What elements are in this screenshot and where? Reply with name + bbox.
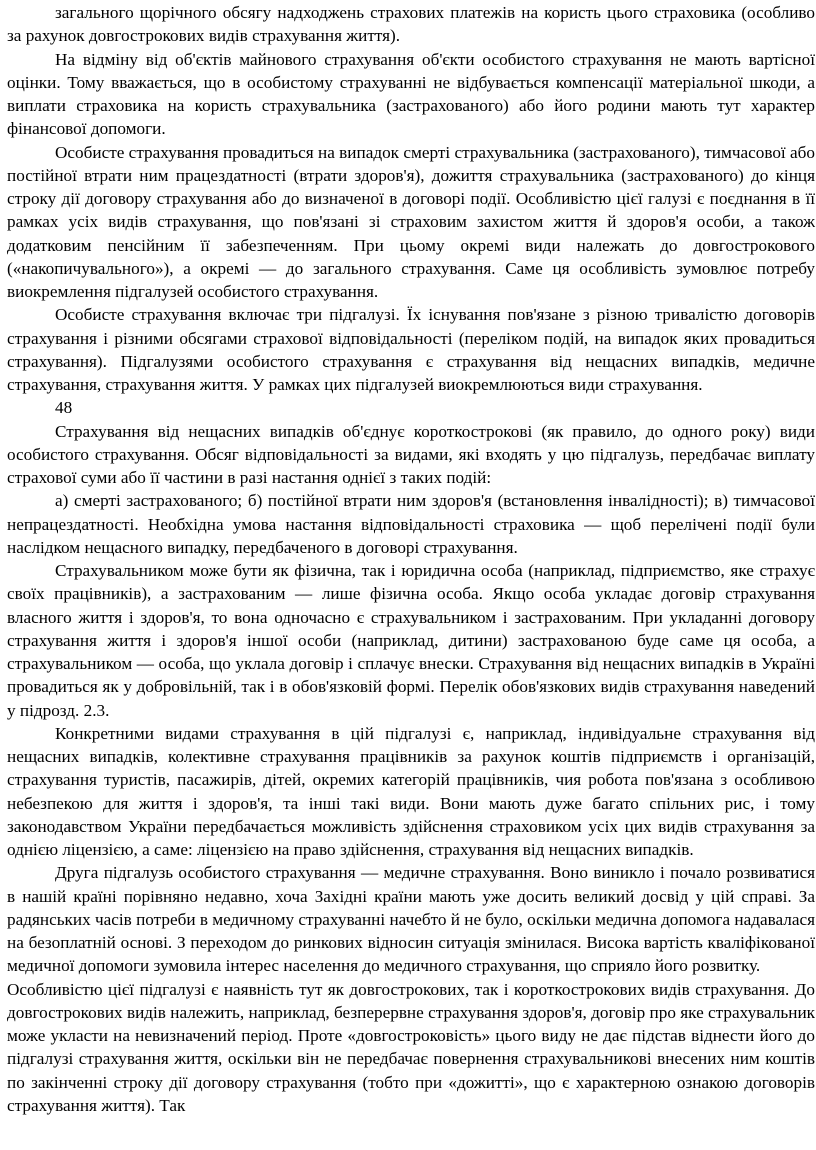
paragraph-8: Конкретними видами страхування в цій підгалузі є, наприклад, індивідуальне страхування від нещасних випадків, колективне страхування працівників за рахунок коштів підприємств і організацій, страхування туристів, пасажирів, дітей, окремих категорій працівників, чия робота пов'язана з особливою небезпекою для життя і здоров'я, та інші такі види. Вони мають дуже багато спільних рис, і тому законодавством України передбачається можливість здійснення страховиком усіх цих видів страхування за однією ліцензією, а саме: ліцензією на право здійснення, страхування від нещасних випадків. — [7, 723, 815, 859]
paragraph-6: а) смерті застрахованого; б) постійної втрати ним здоров'я (встановлення інвалідності); в) тимчасової непрацездатності. Необхідна умова настання відповідальності страховика — щоб перелічені події були наслідком нещасного випадку, передбаченого в договорі страхування. — [7, 491, 815, 557]
document-page — [7, 1, 815, 1117]
paragraph-7: Страхувальником може бути як фізична, так і юридична особа (наприклад, підприємство, яке страхує своїх працівників), а застрахованим — лише фізична особа. Якщо особа укладає договір страхування власного життя і здоров'я, то вона одночасно є страхувальником і застрахованим. При укладанні договору страхування життя і здоров'я іншої особи (наприклад, дитини) застрахованою буде саме ця особа, а страхувальником — особа, що уклала договір і сплачує внески. Страхування від нещасних випадків в Україні провадиться як у добровільній, так і в обов'язковій формі. Перелік обов'язкових видів страхування наведений у підрозд. 2.3. — [7, 561, 815, 720]
paragraph-5: Страхування від нещасних випадків об'єднує короткострокові (як правило, до одного року) види особистого страхування. Обсяг відповідальності за видами, які входять у цю підгалузь, передбачає виплату страхової суми або її частини в разі настання однієї з таких подій: — [7, 421, 815, 487]
page-number: 48 — [55, 398, 73, 418]
paragraph-3: Особисте страхування провадиться на випадок смерті страхувальника (застрахованого), тимчасової або постійної втрати ним працездатності (втрати здоров'я), дожиття страхувальника (застрахованого) до кінця строку дії договору страхування або до визначеної в договорі події. Особливістю цієї галузі є поєднання в її рамках усіх видів страхування, що пов'язані зі страховим захистом життя й здоров'я особи, а також додатковим пенсійним її забезпеченням. При цьому окремі види належать до довгострокового («накопичувального»), а окремі — до загального страхування. Саме ця особливість зумовлює потребу виокремлення підгалузей особистого страхування. — [7, 142, 815, 301]
paragraph-2: На відміну від об'єктів майнового страхування об'єкти особистого страхування не мають вартісної оцінки. Тому вважається, що в особистому страхуванні не відбувається компенсації матеріальної шкоди, а виплати страховика на користь страхувальника (застрахованого) або його родини мають тут характер фінансової допомоги. — [7, 49, 815, 139]
paragraph-4: Особисте страхування включає три підгалузі. Їх існування пов'язане з різною тривалістю договорів страхування і різними обсягами страхової відповідальності (переліком подій, на випадок яких провадиться страхування). Підгалузями особистого страхування є страхування від нещасних випадків, медичне страхування, страхування життя. У рамках цих підгалузей виокремлюються види страхування. — [7, 305, 815, 394]
paragraph-9: Друга підгалузь особистого страхування — медичне страхування. Воно виникло і почало розвиватися в нашій країні порівняно недавно, хоча Західні країни мають уже досить великий досвід у цій справі. За радянських часів потреби в медичному страхуванні начебто й не було, оскільки медична допомога надавалася на безоплатній основі. З переходом до ринкових відносин ситуація змінилася. Висока вартість кваліфікованої медичної допомоги зумовила інтерес населення до медичного страхування, що сприяло його розвитку. — [7, 863, 815, 976]
paragraph-1: загального щорічного обсягу надходжень страхових платежів на користь цього страховика (особливо за рахунок довгострокових видів страхування життя). — [7, 3, 815, 46]
paragraph-10: Особливістю цієї підгалузі є наявність тут як довгострокових, так і короткострокових видів страхування. До довгострокових видів належить, наприклад, безперервне страхування здоров'я, договір про яке страхувальник може укласти на невизначений період. Проте «довгостроковість» цього виду не дає підстав віднести його до підгалузі страхування життя, оскільки він не передбачає повернення страхувальникові внесених ним коштів по закінченні строку дії договору страхування (тобто при «дожитті», що є характерною ознакою договорів страхування життя). Так — [7, 979, 815, 1115]
